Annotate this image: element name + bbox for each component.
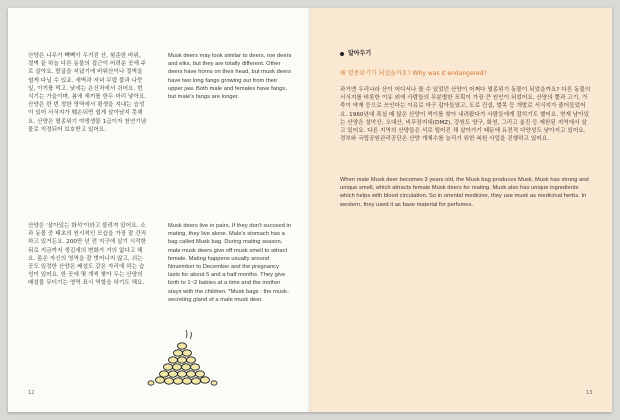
book-gutter-shadow bbox=[308, 8, 312, 412]
korean-paragraph-2: 산양은 '살아있는 화석'이라고 불려져 있어요. 소과 동물 중 태초의 원시적인 모습을 가장 잘 간직하고 있거든요. 200만 년 전 지구에 살기 시작한 뒤로 지금까지 생김새의 변화가 거의 없다고 해요. 몸은 자신의 영역을 잘 벗어나지 않고, 쉬는 곳도 일정한 산양은 배설도 같은 자리에 하는 습성이 있어요. 한 곳에 몇 개씩 쌓아 두는 산양의 배설물 무더기는 영역 표시 역할을 하기도 해요. bbox=[28, 223, 147, 287]
bullet-dot-icon bbox=[340, 52, 344, 56]
english-paragraph-1: Musk deers may look similar to deers, roe deers and elks, but they are totally different. Other deers have horns on their head, but musk deers have two long fangs growing out from their upper jaw. Both male and females have fangs, but male's fangs are longer. bbox=[168, 53, 292, 101]
page-number-right: 13 bbox=[586, 390, 593, 396]
right-page bbox=[310, 8, 612, 412]
english-body-text: When male Musk deer becomes 3 years old, the Musk bag produces Musk. Musk has strong and unique smell, which attracts female Musk deers for mating. Musk also has unique ingredients which helps with blood circulation. So in oriental medicine, they use musk as medicinal herbs. In western, they used it as base material for perfumes. bbox=[340, 177, 589, 208]
english-paragraph-2: Musk deers live in pairs. If they don't succeed in mating, they live alone. Male's stomach has a bag called Musk bag. During mating season, male musk deers give off musk smell to attract female. Mating happens usually around November to December and the pregnancy lasts for about 5 and a half months. They give birth to 1~2 babies at a time and the mother stays with the children. *Musk bags : the musk-secreting gland of a male musk deer. bbox=[168, 223, 292, 303]
section-heading: 알아두기 bbox=[348, 50, 372, 57]
section-question: 왜 멸종위기가 되었을까요? Why was it endangered? bbox=[340, 70, 487, 77]
droppings-pile-illustration bbox=[146, 326, 220, 388]
korean-body-text: 과거엔 우리나라 산이 어디서나 볼 수 있었던 산양이 어쩌다 멸종위기 동물이 되었을까요? 다른 동물의 서식지를 비롯한 이유 외에 사람들의 무분별한 포획이 가장 큰 원인이 되었어요. 산양의 뿔과 고기, 가죽이 약재 등으로 쓰인다는 이유로 마구 잡아들였고, 도로 건설, 벌목 등 개발로 서식지가 줄어들었어요. 1960년대 폭설 때 많은 산양이 먹이를 찾아 내려왔다가 사람들에게 잡히기도 했어요. 현재 남아있는 산양은 설악산, 오대산, 비무장지대(DMZ), 강원도 양구, 화천, 그리고 울진 등 제한된 지역에서 살고 있어요. 다른 지역의 산양들은 서로 떨어진 채 살아가기 때문에 유전적 다양성도 낮아지고 있어요. 정부와 국립공원관리공단은 산양 개체수를 늘리기 위한 복원 사업을 진행하고 있어요. bbox=[340, 87, 591, 143]
left-page bbox=[8, 8, 310, 412]
page-number-left: 12 bbox=[28, 390, 35, 396]
book-spread bbox=[8, 8, 612, 412]
korean-paragraph-1: 산양은 나무가 빽빽이 우거진 산, 험준한 바위, 절벽 끝 하늘 다른 동물의 접근이 어려운 곳에 주로 살아요. 발굽을 지녔기에 바위산이나 절벽을 쉽게 다닐 수 있죠. 새벽과 저녁 무렵 풀과 나뭇잎, 이끼를 먹고, 낮에는 은신처에서 쉬어요. 번식기는 가을이며, 봄에 새끼를 한두 마리 낳아요. 산양은 한 번 정한 영역에서 평생을 지내는 습성이 있어 서식지가 훼손되면 쉽게 살아남지 못해요. 산양은 멸종위기 야생생물 1급이자 천연기념물로 지정되어 보호받고 있어요. bbox=[28, 53, 147, 133]
